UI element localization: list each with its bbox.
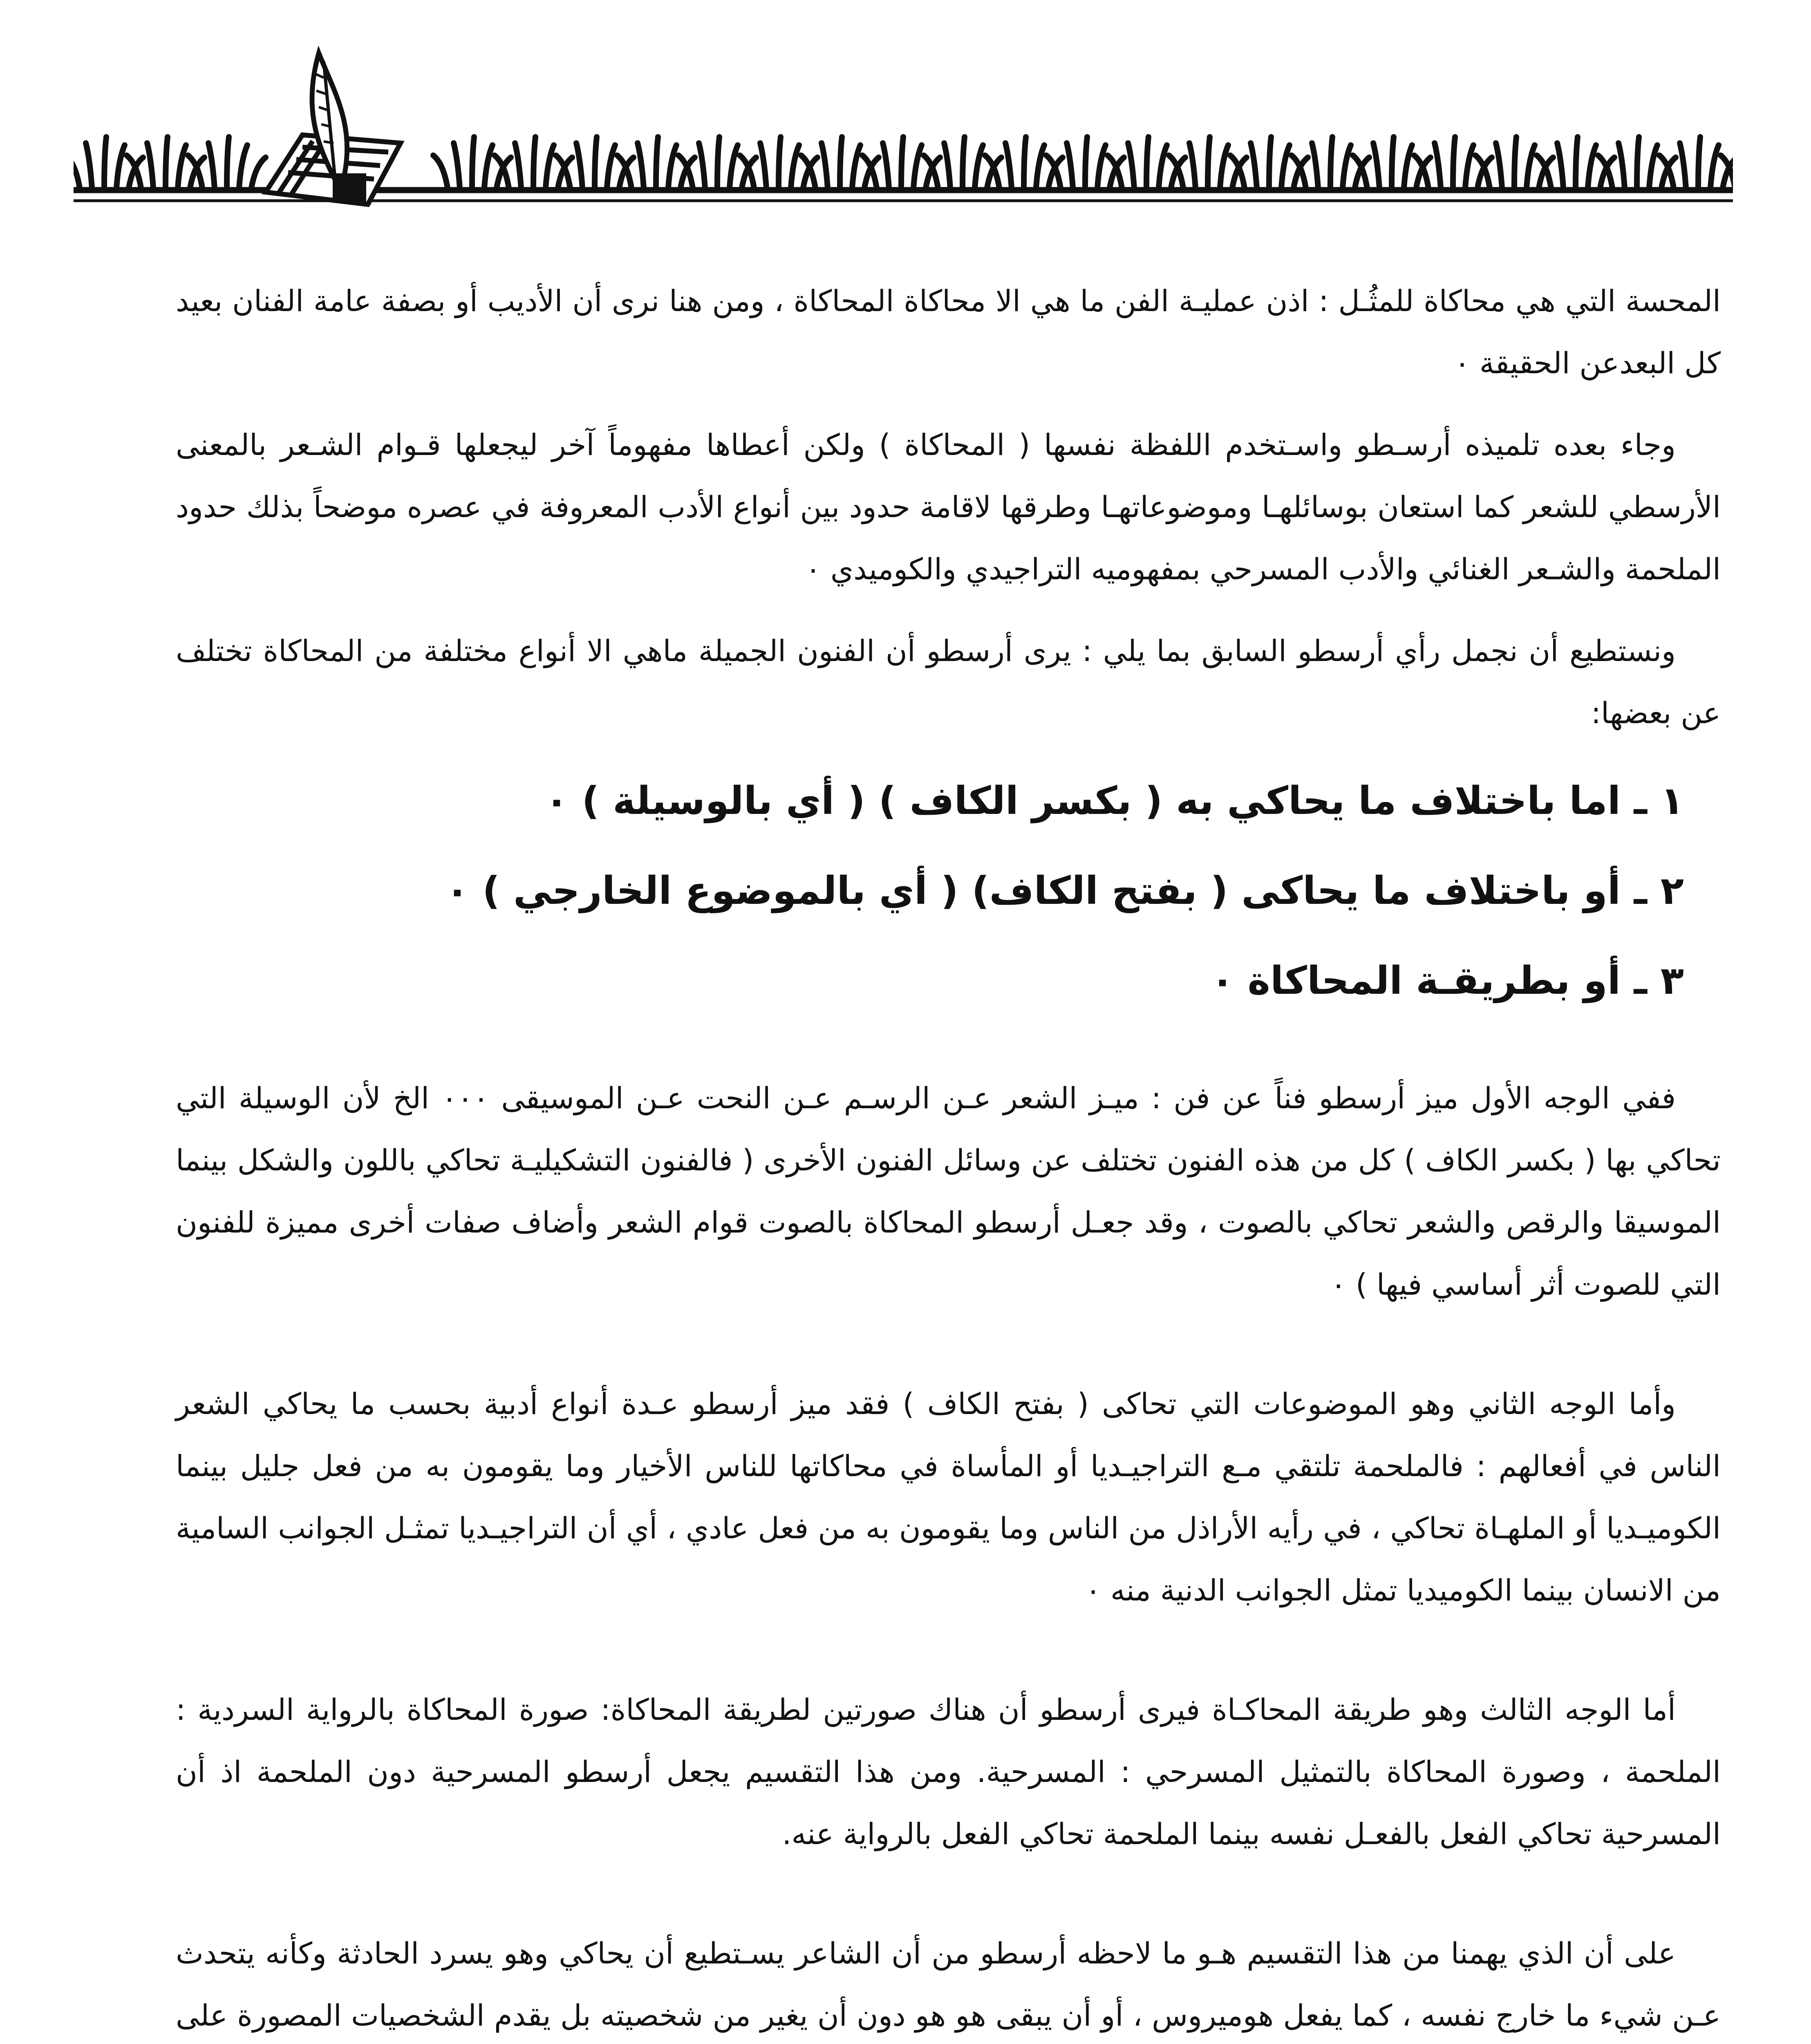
header-ornament — [74, 45, 1733, 225]
quill-and-book-icon — [266, 53, 401, 204]
numbered-list — [176, 756, 1721, 1026]
paragraph-2: وجاء بعده تلميذه أرسـطو واسـتخدم اللفظة نفسها ( المحاكاة ) ولكن أعطاها مفهوماً آخر ليجعلها قـوام الشـعر بالمعنى الأرسطي للشعر كما استعان بوسائلهـا وموضوعاتهـا وطرقها لاقامة حدود بين أنواع الأدب المعروفة في عصره موضحاً بذلك حدود الملحمة والشـعر الغنائي والأدب المسرحي بمفهوميه التراجيدي والكوميدي ٠ — [176, 428, 1721, 586]
paragraph-5: وأما الوجه الثاني وهو الموضوعات التي تحاكى ( بفتح الكاف ) فقد ميز أرسطو عـدة أنواع أدبية بحسب ما يحاكي الشعر الناس في أفعالهم : فالملحمة تلتقي مـع التراجيـديا أو المأساة في محاكاتها للناس الأخيار وما يقومون به من فعل جليل بينما الكوميـديا أو الملهـاة تحاكي ، في رأيه الأراذل من الناس وما يقومون به من فعل عادي ، أي أن التراجيـديا تمثـل الجوانب السامية من الانسان بينما الكوميديا تمثل الجوانب الدنية منه ٠ — [176, 1387, 1721, 1607]
paragraph-4: ففي الوجه الأول ميز أرسطو فناً عن فن : ميـز الشعر عـن الرسـم عـن النحت عـن الموسيقى ٠٠٠ الخ لأن الوسيلة التي تحاكي بها ( بكسر الكاف ) كل من هذه الفنون تختلف عن وسائل الفنون الأخرى ( فالفنون التشكيليـة تحاكي باللون والشكل بينما الموسيقا والرقص والشعر تحاكي بالصوت ، وقد جعـل أرسطو المحاكاة بالصوت قوام الشعر وأضاف صفات أخرى مميزة للفنون التي للصوت أثر أساسي فيها ) ٠ — [176, 1081, 1721, 1302]
page-body — [176, 270, 1721, 2044]
paragraph-1: المحسة التي هي محاكاة للمثُـل : اذن عمليـة الفن ما هي الا محاكاة المحاكاة ، ومن هنا نرى أن الأديب أو بصفة عامة الفنان بعيد كل البعدعن الحقيقة ٠ — [176, 284, 1721, 380]
list-item-1: ١ ـ اما باختلاف ما يحاكي به ( بكسر الكاف ) ( أي بالوسيلة ) ٠ — [545, 779, 1684, 823]
paragraph-7: على أن الذي يهمنا من هذا التقسيم هـو ما لاحظه أرسطو من أن الشاعر يسـتطيع أن يحاكي وهو يسرد الحادثة وكأنه يتحدث عـن شيء ما خارج نفسه ، كما يفعل هوميروس ، أو أن يبقى هو هو دون أن يغير من شخصيته بل يقدم الشخصيات المصورة على — [176, 1936, 1721, 2033]
paragraph-6: أما الوجه الثالث وهو طريقة المحاكـاة فيرى أرسطو أن هناك صورتين لطريقة المحاكاة: صورة المحاكاة بالرواية السردية : الملحمة ، وصورة المحاكاة بالتمثيل المسرحي : المسرحية. ومن هذا التقسيم يجعل أرسطو المسرحية دون الملحمة اذ أن المسرحية تحاكي الفعل بالفعـل نفسه بينما الملحمة تحاكي الفعل بالرواية عنه. — [176, 1692, 1721, 1851]
list-item-3: ٣ ـ أو بطريقـة المحاكاة ٠ — [1211, 959, 1684, 1003]
paragraph-3: ونستطيع أن نجمل رأي أرسطو السابق بما يلي : يرى أرسطو أن الفنون الجميلة ماهي الا أنواع مختلفة من المحاكاة تختلف عن بعضها: — [176, 634, 1721, 730]
list-item-2: ٢ ـ أو باختلاف ما يحاكى ( بفتح الكاف) ( أي بالموضوع الخارجي ) ٠ — [445, 869, 1684, 913]
